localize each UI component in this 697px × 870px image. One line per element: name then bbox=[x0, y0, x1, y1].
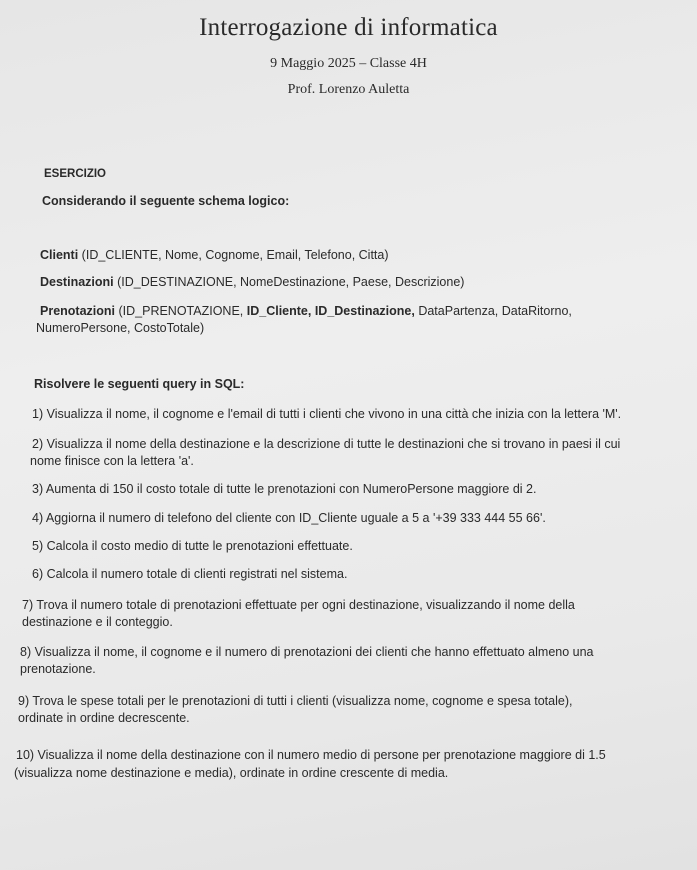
exercise-heading: ESERCIZIO bbox=[44, 168, 106, 180]
exercise-intro: Considerando il seguente schema logico: bbox=[42, 194, 290, 208]
document-title: Interrogazione di informatica bbox=[199, 14, 498, 41]
schema-prenotazioni: Prenotazioni (ID_PRENOTAZIONE, ID_Cliente, ID_Destinazione, DataPartenza, DataRitorno, bbox=[40, 304, 572, 318]
relation-attributes: DataPartenza, DataRitorno, bbox=[414, 304, 572, 318]
query-10-cont: (visualizza nome destinazione e media), ordinate in ordine crescente di media. bbox=[14, 766, 449, 780]
teacher-name: Prof. Lorenzo Auletta bbox=[287, 82, 410, 97]
query-8: 8) Visualizza il nome, il cognome e il numero di prenotazioni dei clienti che hanno effettuato almeno una bbox=[20, 645, 594, 659]
query-7-cont: destinazione e il conteggio. bbox=[22, 615, 173, 629]
relation-attributes: ID_CLIENTE, Nome, Cognome, Email, Telefono, Citta bbox=[85, 248, 385, 262]
relation-name: Clienti bbox=[40, 248, 79, 262]
query-2: 2) Visualizza il nome della destinazione e la descrizione di tutte le destinazioni che si trovano in paesi il cui bbox=[32, 437, 621, 451]
foreign-keys: ID_Cliente, ID_Destinazione, bbox=[246, 304, 415, 318]
query-4: 4) Aggiorna il numero di telefono del cliente con ID_Cliente uguale a 5 a '+39 333 444 55 66'. bbox=[32, 511, 546, 525]
query-7: 7) Trova il numero totale di prenotazioni effettuate per ogni destinazione, visualizzando il nome della bbox=[22, 598, 575, 612]
query-8-cont: prenotazione. bbox=[20, 662, 96, 676]
relation-name: Prenotazioni bbox=[40, 304, 116, 318]
query-2-cont: nome finisce con la lettera 'a'. bbox=[30, 454, 194, 468]
date-class-line: 9 Maggio 2025 – Classe 4H bbox=[270, 56, 427, 71]
query-3: 3) Aumenta di 150 il costo totale di tutte le prenotazioni con NumeroPersone maggiore di 2. bbox=[32, 482, 537, 496]
instruction: Risolvere le seguenti query in SQL: bbox=[34, 377, 245, 391]
schema-prenotazioni-line2: NumeroPersone, CostoTotale) bbox=[36, 321, 205, 335]
query-9: 9) Trova le spese totali per le prenotazioni di tutti i clienti (visualizza nome, cognome e spesa totale), bbox=[18, 694, 573, 708]
query-6: 6) Calcola il numero totale di clienti registrati nel sistema. bbox=[32, 567, 348, 581]
query-5: 5) Calcola il costo medio di tutte le prenotazioni effettuate. bbox=[32, 539, 353, 553]
relation-name: Destinazioni bbox=[40, 275, 114, 289]
schema-destinazioni: Destinazioni (ID_DESTINAZIONE, NomeDestinazione, Paese, Descrizione) bbox=[40, 275, 465, 289]
schema-clienti: Clienti (ID_CLIENTE, Nome, Cognome, Email, Telefono, Citta) bbox=[40, 248, 389, 262]
relation-attributes: ID_DESTINAZIONE, NomeDestinazione, Paese, Descrizione bbox=[121, 275, 461, 289]
query-1: 1) Visualizza il nome, il cognome e l'email di tutti i clienti che vivono in una città che inizia con la lettera 'M'. bbox=[32, 407, 622, 421]
query-9-cont: ordinate in ordine decrescente. bbox=[18, 711, 190, 725]
query-10: 10) Visualizza il nome della destinazione con il numero medio di persone per prenotazione maggiore di 1.5 bbox=[16, 748, 606, 762]
relation-attributes: ID_PRENOTAZIONE, bbox=[122, 304, 247, 318]
